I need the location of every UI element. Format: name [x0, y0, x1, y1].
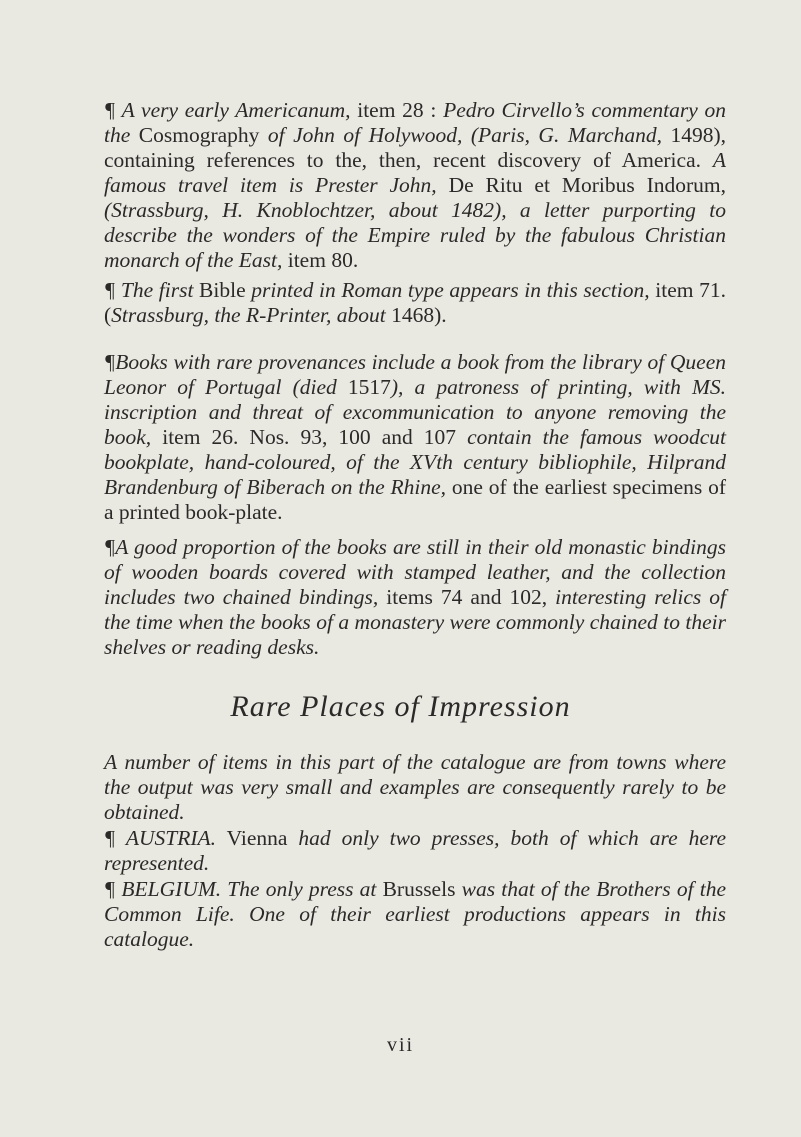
text-span: had only two presses, both of which are here represented. — [104, 826, 727, 875]
text-span: ¶Books with rare provenances include a book from the library of Queen Leonor of Portugal (died — [104, 350, 726, 399]
text-span: was that of the Brothers of the Common Life. One of their earliest productions appears in this catalogue. — [104, 877, 726, 951]
text-span: interesting relics of the time when the books of a monastery were commonly chained to their shelves or reading desks. — [104, 585, 727, 659]
text-span: 1517 — [336, 375, 391, 399]
text-span: ), a patroness of printing, with MS. inscription and threat of excommunication to anyone removing the book, — [104, 375, 727, 449]
text-span: A famous travel item is Prester John, — [104, 148, 726, 197]
text-span: ¶A good proportion of the books are still in their old monastic bindings of wooden boards covered with stamped leather, and the collection includes two chained bindings, — [104, 535, 726, 609]
text-span: ¶ A very early Americanum, — [104, 98, 351, 122]
text-span: Pedro Cirvello’s commentary on the — [104, 98, 726, 147]
text-span: ¶ The first — [104, 278, 194, 302]
text-span: contain the famous woodcut bookplate, hand-coloured, of the XVth century bibliophile, Hilprand Brandenburg of Biberach on the Rhine, — [104, 425, 726, 499]
section-heading: Rare Places of Impression — [230, 690, 571, 723]
text-span: one of the earliest specimens of a printed book-plate. — [104, 475, 727, 524]
text-span: item 26. Nos. 93, 100 and 107 — [151, 425, 468, 449]
text-span: item 71. ( — [104, 278, 726, 327]
paragraph-belgium — [104, 877, 726, 952]
text-span: item 80. — [282, 248, 359, 272]
text-span: De Ritu et Moribus Indorum, — [436, 173, 726, 197]
text-span: printed in Roman type appears in this section, — [251, 278, 650, 302]
text-span: Cosmography — [130, 123, 268, 147]
paragraph-first-bible — [104, 278, 726, 328]
paragraph-austria — [104, 826, 726, 876]
page-number: vii — [386, 1034, 415, 1056]
text-span: Brussels — [376, 877, 462, 901]
text-span: of John of Holywood, (Paris, G. Marchand, — [267, 123, 662, 147]
intro-text: A number of items in this part of the catalogue are from towns where the output was very small and examples are consequently rarely to be obtained. — [104, 750, 726, 824]
text-span: Vienna — [216, 826, 299, 850]
paragraph-americanum — [104, 98, 726, 273]
text-span: 1498), containing references to the, then, recent discovery of America. — [104, 123, 726, 172]
paragraph-bindings — [104, 535, 726, 660]
text-span: ¶ BELGIUM. The only press at — [104, 877, 377, 901]
paragraph-provenances — [104, 350, 726, 525]
text-span: (Strassburg, H. Knoblochtzer, about 1482), a letter purporting to describe the wonders of the Empire ruled by the fabulous Christian monarch of the East, — [104, 198, 726, 272]
text-span: Strassburg, the R-Printer, about — [111, 303, 386, 327]
text-span: ¶ AUSTRIA. — [104, 826, 217, 850]
text-span: Bible — [193, 278, 252, 302]
text-span: 1468). — [385, 303, 447, 327]
text-span: items 74 and 102, — [378, 585, 556, 609]
text-span: item 28 : — [350, 98, 444, 122]
paragraph-intro — [104, 750, 726, 825]
